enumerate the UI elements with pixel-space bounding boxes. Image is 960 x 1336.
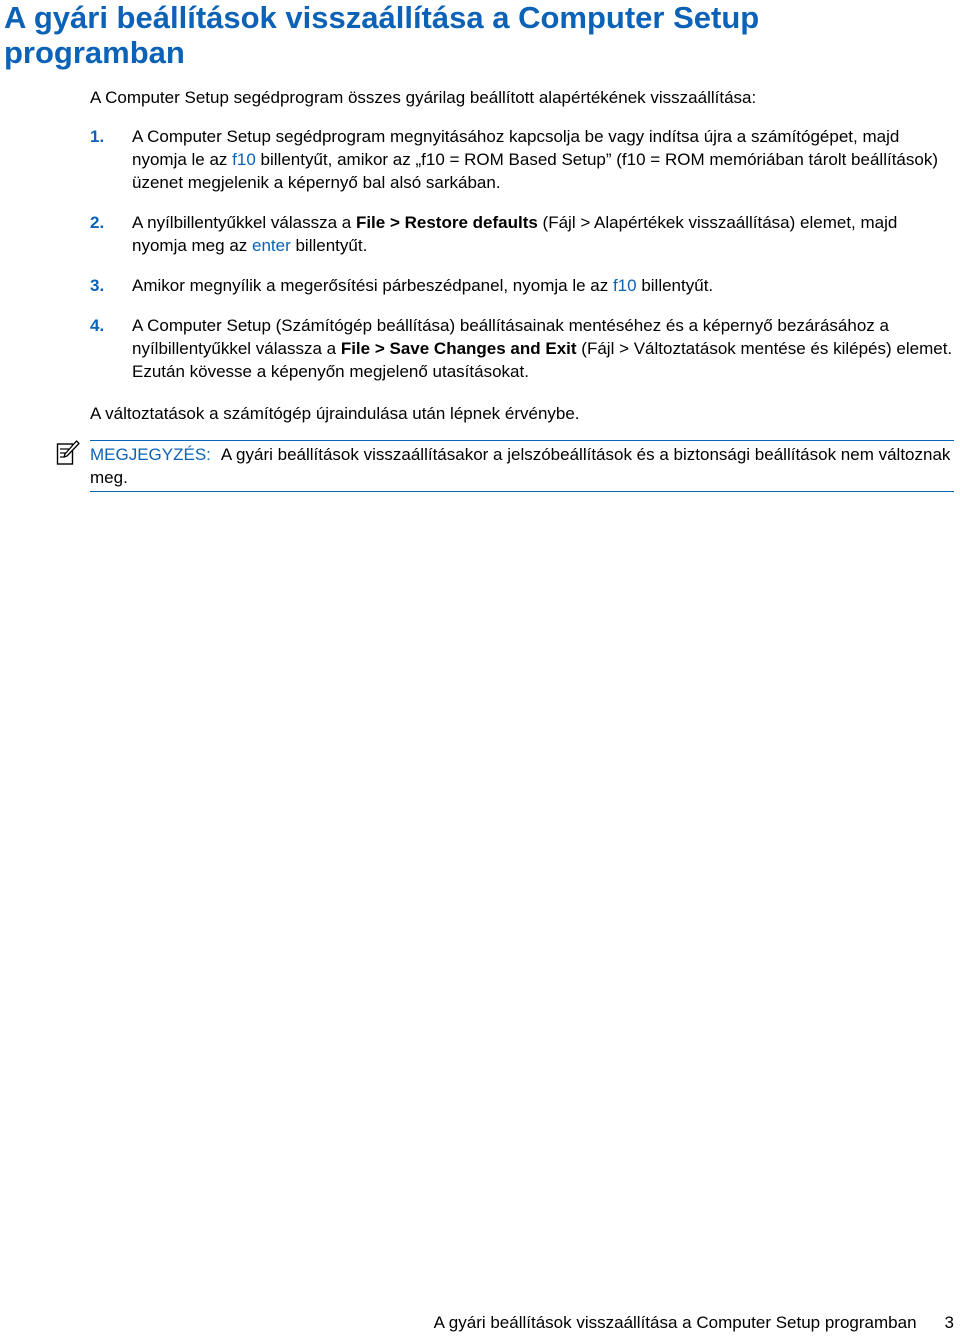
page-title: A gyári beállítások visszaállítása a Computer Setup programban <box>4 0 760 70</box>
step-text: billentyűt. <box>290 236 368 255</box>
step-text: A nyílbillentyűkkel válassza a <box>132 213 356 232</box>
step-text: A Computer Setup (Számítógép beállítása) beállításainak mentéséhez és a képernyő bezárásához a nyílbillentyűkkel válassza a <box>132 316 889 358</box>
step-number: 3. <box>90 276 105 295</box>
outro-paragraph: A változtatások a számítógép újraindulása után lépnek érvénybe. <box>90 404 580 423</box>
step-text: A Computer Setup segédprogram megnyitásához kapcsolja be vagy indítsa újra a számítógépet, majd nyomja le az <box>132 127 900 169</box>
note-pencil-icon <box>56 440 80 466</box>
page-number: 3 <box>944 1313 954 1332</box>
note-box <box>90 440 954 492</box>
step-number: 4. <box>90 316 105 335</box>
step-number: 2. <box>90 213 105 232</box>
intro-paragraph: A Computer Setup segédprogram összes gyárilag beállított alapértékének visszaállítása: <box>90 88 757 107</box>
key-name: f10 <box>232 150 256 169</box>
step-number: 1. <box>90 127 105 146</box>
steps-list <box>90 125 954 400</box>
list-item <box>90 125 954 194</box>
step-text: billentyűt, amikor az „f10 = ROM Based Setup” (f10 = ROM memóriában tárolt beállítások) üzenet megjelenik a képernyő bal alsó sarkában. <box>132 150 938 192</box>
note-label: MEGJEGYZÉS: <box>90 445 211 464</box>
step-text: (Fájl > Alapértékek visszaállítása) elemet, majd nyomja meg az <box>132 213 898 255</box>
menu-path: File > Save Changes and Exit <box>340 339 577 358</box>
note-text: A gyári beállítások visszaállításakor a jelszóbeállítások és a biztonsági beállítások nem változnak meg. <box>90 445 951 487</box>
step-text: Amikor megnyílik a megerősítési párbeszédpanel, nyomja le az <box>132 276 613 295</box>
menu-path: File > Restore defaults <box>355 213 538 232</box>
list-item <box>90 274 954 297</box>
list-item <box>90 314 954 383</box>
key-name: f10 <box>612 276 637 295</box>
step-text: billentyűt. <box>636 276 714 295</box>
step-text: (Fájl > Változtatások mentése és kilépés) elemet. Ezután kövesse a képenyőn megjelenő utasításokat. <box>132 339 953 381</box>
list-item <box>90 211 954 257</box>
key-name: enter <box>252 236 291 255</box>
page-footer <box>330 1313 954 1333</box>
footer-title: A gyári beállítások visszaállítása a Computer Setup programban <box>433 1313 917 1332</box>
